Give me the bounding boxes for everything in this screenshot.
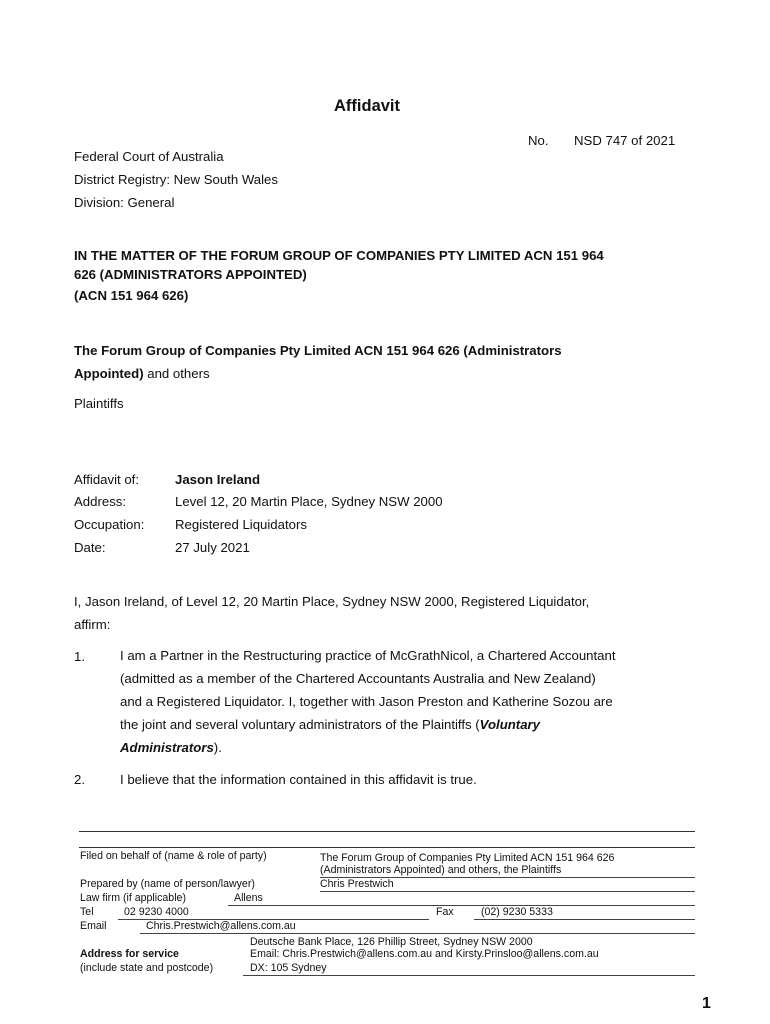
paragraph-2: I believe that the information contained in this affidavit is true. <box>120 772 477 787</box>
tel-value: 02 9230 4000 <box>118 906 429 920</box>
defined-term-continued: Administrators <box>120 740 214 755</box>
page-title: Affidavit <box>334 97 400 115</box>
address-for-service-note: (include state and postcode) <box>80 962 214 974</box>
detail-value-deponent: Jason Ireland <box>175 472 261 487</box>
law-firm-value: Allens <box>228 892 695 906</box>
email-label: Email <box>80 920 107 932</box>
detail-label-affidavit-of: Affidavit of: <box>74 472 139 487</box>
detail-value-address: Level 12, 20 Martin Place, Sydney NSW 2000 <box>175 494 443 509</box>
law-firm-label: Law firm (if applicable) <box>80 892 186 904</box>
plaintiff-name-line-1: The Forum Group of Companies Pty Limited ACN 151 964 626 (Administrators <box>74 343 562 358</box>
paragraph-1 <box>120 644 690 759</box>
address-line-2: Email: Chris.Prestwich@allens.com.au and Kirsty.Prinsloo@allens.com.au <box>250 948 599 960</box>
intro-line-1: I, Jason Ireland, of Level 12, 20 Martin Place, Sydney NSW 2000, Registered Liquidator, <box>74 594 590 609</box>
paragraph-1-line-4-text: the joint and several voluntary administrators of the Plaintiffs ( <box>120 717 480 732</box>
paragraph-1-close: ). <box>213 740 222 755</box>
filed-on-behalf-label: Filed on behalf of (name & role of party) <box>80 850 267 862</box>
court-name: Federal Court of Australia <box>74 149 224 164</box>
plaintiff-appointed: Appointed) <box>74 366 144 381</box>
detail-label-address: Address: <box>74 494 127 509</box>
email-value: Chris.Prestwich@allens.com.au <box>140 920 695 934</box>
paragraph-1-line-3: and a Registered Liquidator. I, together with Jason Preston and Katherine Sozou are <box>120 694 613 709</box>
detail-value-date: 27 July 2021 <box>175 540 250 555</box>
detail-value-occupation: Registered Liquidators <box>175 517 307 532</box>
page-number: 1 <box>702 995 711 1012</box>
plaintiff-name-line-2 <box>74 366 210 381</box>
matter-line-3: (ACN 151 964 626) <box>74 288 189 303</box>
detail-label-occupation: Occupation: <box>74 517 145 532</box>
tel-label: Tel <box>80 906 94 918</box>
party-role: Plaintiffs <box>74 396 124 411</box>
matter-line-2: 626 (ADMINISTRATORS APPOINTED) <box>74 267 307 282</box>
paragraph-1-line-2: (admitted as a member of the Chartered Accountants Australia and New Zealand) <box>120 671 596 686</box>
intro-line-2: affirm: <box>74 617 111 632</box>
paragraph-1-line-1: I am a Partner in the Restructuring practice of McGrathNicol, a Chartered Accountant <box>120 648 616 663</box>
prepared-by-label: Prepared by (name of person/lawyer) <box>80 878 255 890</box>
footer-rule-top <box>79 831 695 832</box>
address-line-3: DX: 105 Sydney <box>243 962 695 976</box>
paragraph-number-1: 1. <box>74 649 85 664</box>
paragraph-number-2: 2. <box>74 772 85 787</box>
paragraph-1-line-4 <box>120 713 690 736</box>
fax-value: (02) 9230 5333 <box>474 906 695 920</box>
detail-label-date: Date: <box>74 540 106 555</box>
defined-term: Voluntary <box>479 717 541 732</box>
case-number-label: No. <box>528 133 549 148</box>
paragraph-1-line-5 <box>120 736 690 759</box>
address-for-service-label: Address for service <box>80 948 179 960</box>
filed-on-behalf-value-2: (Administrators Appointed) and others, the Plaintiffs <box>320 864 695 878</box>
plaintiff-others: and others <box>143 366 210 381</box>
matter-line-1: IN THE MATTER OF THE FORUM GROUP OF COMPANIES PTY LIMITED ACN 151 964 <box>74 248 604 263</box>
division: Division: General <box>74 195 175 210</box>
district-registry: District Registry: New South Wales <box>74 172 278 187</box>
address-line-1: Deutsche Bank Place, 126 Phillip Street, Sydney NSW 2000 <box>250 936 533 948</box>
prepared-by-value: Chris Prestwich <box>320 878 695 892</box>
fax-label: Fax <box>436 906 454 918</box>
case-number: NSD 747 of 2021 <box>574 133 676 148</box>
filed-on-behalf-value-1: The Forum Group of Companies Pty Limited ACN 151 964 626 <box>320 852 615 864</box>
footer-rule-second <box>79 847 695 848</box>
